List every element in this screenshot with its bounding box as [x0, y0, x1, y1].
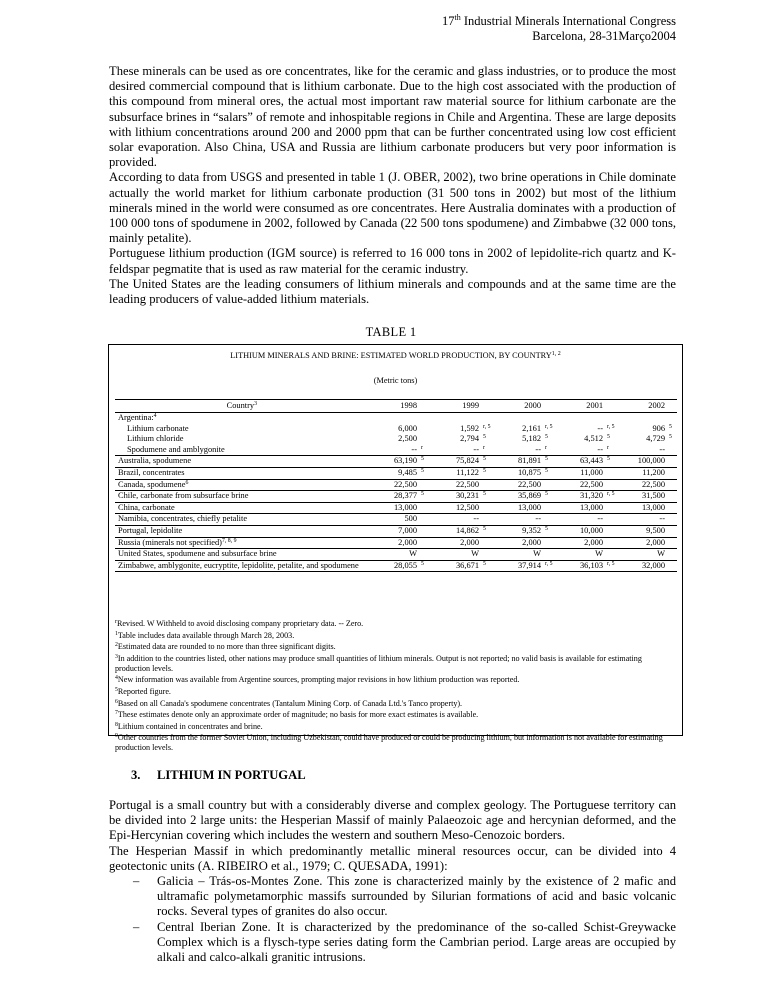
footnote: $^3$In addition to the countries listed, other nations may produce small quantities of lithium minerals. Output is not reported; no valid basis is available for estimating production levels. — [115, 653, 642, 673]
note-cell — [668, 560, 677, 572]
table-row — [115, 502, 677, 514]
section-heading — [131, 768, 306, 783]
value-cell: 81,891 — [491, 456, 544, 468]
note-cell — [668, 491, 677, 503]
note-cell: 5 — [420, 467, 429, 479]
table-row — [115, 434, 677, 445]
note-cell — [606, 502, 615, 514]
note-cell — [482, 413, 491, 424]
note-cell — [606, 467, 615, 479]
value-cell: -- — [597, 423, 603, 433]
country-header: Country$^3$ — [115, 400, 367, 413]
note-cell — [482, 514, 491, 526]
paragraph: Portugal is a small country but with a considerably diverse and complex geology. The Portuguese territory can be divided into 2 large units: the Hesperian Massif of mainly Palaeozoic age and hercynian deformed, and the Epi-Hercynian covering which includes the western and southern Meso-Cenozoic borders. — [109, 798, 676, 843]
table-row — [115, 560, 677, 572]
note-cell — [420, 502, 429, 514]
value-cell: 4,729 — [646, 434, 665, 444]
note-cell — [420, 514, 429, 526]
value-cell: 63,190 — [367, 456, 420, 468]
intro-text — [109, 64, 676, 307]
value-cell: 14,862 — [429, 525, 482, 537]
value-cell: 30,231 — [429, 491, 482, 503]
value-cell: 2,500 — [398, 434, 417, 444]
value-cell: -- — [491, 445, 544, 456]
value-cell: W — [429, 549, 482, 561]
value-cell: 75,824 — [429, 456, 482, 468]
value-cell: 6,000 — [398, 423, 417, 433]
note-cell — [420, 525, 429, 537]
note-cell: 5 — [482, 525, 491, 537]
value-cell: -- — [553, 514, 606, 526]
value-cell — [367, 413, 420, 424]
value-cell: 2,000 — [553, 537, 606, 549]
value-cell: 28,377 — [367, 491, 420, 503]
value-cell: 10,875 — [491, 467, 544, 479]
footnote: $^7$These estimates denote only an approximate order of magnitude; no basis for more exact estimates is available. — [115, 710, 479, 720]
value-cell: 10,000 — [553, 525, 606, 537]
footnote: $^8$Lithium contained in concentrates and brine. — [115, 721, 263, 731]
value-cell: 11,122 — [429, 467, 482, 479]
note-cell — [544, 514, 553, 526]
note-cell: 5 — [482, 467, 491, 479]
value-cell: 31,320 — [553, 491, 606, 503]
value-cell: -- — [367, 445, 420, 456]
table-footnotes — [115, 619, 677, 755]
note-cell — [668, 525, 677, 537]
value-cell: 13,000 — [367, 502, 420, 514]
note-cell: 5 — [544, 525, 553, 537]
note-cell — [420, 424, 429, 435]
note-cell: 5 — [544, 467, 553, 479]
section-number: 3. — [131, 768, 141, 782]
country-cell: United States, spodumene and subsurface brine — [115, 549, 367, 561]
country-cell: Lithium carbonate — [127, 423, 189, 433]
paragraph: These minerals can be used as ore concentrates, like for the ceramic and glass industries, or to produce the most desired commercial compound that is lithium carbonate. Due to the high cost associated with the production of this compound from mineral ores, the actual most important raw material source for lithium carbonate are the subsurface brines in “salars” of remote and inhospitable regions in Chile and Argentina. These are large deposits with lithium concentrations around 200 and 2000 ppm that can be further concentrated using low cost efficient solar evaporation. Also China, USA and Russia are lithium carbonate producers but very poor information is provided. — [109, 64, 676, 170]
note-cell — [668, 549, 677, 561]
production-table — [108, 344, 683, 753]
value-cell: W — [553, 549, 606, 561]
year-header: 2000 — [491, 400, 544, 413]
note-cell: r, 5 — [545, 423, 553, 430]
note-cell — [606, 514, 615, 526]
header-row — [115, 400, 677, 413]
value-cell: -- — [553, 445, 606, 456]
dash-marker: – — [133, 919, 140, 934]
note-cell — [544, 537, 553, 549]
value-cell: 100,000 — [615, 456, 668, 468]
value-cell: 2,000 — [367, 537, 420, 549]
note-cell — [482, 549, 491, 561]
table-row — [115, 491, 677, 503]
list-item: – Central Iberian Zone. It is characterized by the predominance of the so-called Schist-Greywacke Complex which is a flysch-type series dating form the Cambrian period. Large areas are occupied by alkali and calco-alkali granitic intrusions. — [133, 919, 676, 965]
zone-list — [109, 874, 676, 965]
table-row — [115, 537, 677, 549]
dash-marker: – — [133, 874, 140, 889]
table-row — [115, 424, 677, 435]
note-cell — [482, 479, 491, 491]
value-cell: W — [367, 549, 420, 561]
note-cell: 5 — [420, 560, 429, 572]
footnote: $^1$Table includes data available through March 28, 2003. — [115, 630, 295, 640]
footnote: $^6$Based on all Canada's spodumene concentrates (Tantalum Mining Corp. of Canada Ltd.'s Tanco property). — [115, 698, 463, 708]
value-cell: W — [615, 549, 668, 561]
header-congress: 17th Industrial Minerals International Congress — [442, 13, 676, 28]
note-cell — [668, 413, 677, 424]
value-cell: 28,055 — [367, 560, 420, 572]
note-cell: r — [606, 445, 615, 456]
note-cell: 5 — [482, 491, 491, 503]
note-cell — [606, 413, 615, 424]
value-cell: 7,000 — [367, 525, 420, 537]
table-row — [115, 456, 677, 468]
value-cell — [491, 413, 544, 424]
note-cell — [606, 549, 615, 561]
note-cell: 5 — [606, 456, 615, 468]
country-cell: Argentina:$^4$ — [118, 413, 157, 422]
footnote: $^5$Reported figure. — [115, 686, 171, 696]
value-cell: 9,352 — [491, 525, 544, 537]
note-cell: 5 — [482, 456, 491, 468]
note-cell: 5 — [607, 434, 610, 441]
table-row — [115, 549, 677, 561]
note-cell — [606, 479, 615, 491]
value-cell: 22,500 — [491, 479, 544, 491]
note-cell — [420, 549, 429, 561]
country-cell: Brazil, concentrates — [115, 467, 367, 479]
value-cell: 2,000 — [615, 537, 668, 549]
value-cell: 36,103 — [553, 560, 606, 572]
note-cell: r, 5 — [606, 491, 615, 503]
value-cell: -- — [615, 445, 668, 456]
paragraph: Portuguese lithium production (IGM source) is referred to 16 000 tons in 2002 of lepidolite-rich quartz and K-feldspar pegmatite that is used as raw material for the ceramic industry. — [109, 246, 676, 276]
country-cell: China, carbonate — [115, 502, 367, 514]
note-cell: r, 5 — [607, 423, 615, 430]
note-cell — [668, 467, 677, 479]
running-header — [442, 14, 676, 44]
note-cell — [544, 502, 553, 514]
country-cell: Namibia, concentrates, chiefly petalite — [115, 514, 367, 526]
country-cell: Russia (minerals not specified)$^{7, 8, 9}$ — [115, 537, 367, 549]
header-location: Barcelona, 28-31Março2004 — [532, 29, 676, 43]
value-cell: 11,200 — [615, 467, 668, 479]
value-cell: 37,914 — [491, 560, 544, 572]
note-cell: r, 5 — [544, 560, 553, 572]
note-cell — [544, 549, 553, 561]
note-cell: 5 — [544, 456, 553, 468]
note-cell — [420, 537, 429, 549]
section-title: LITHIUM IN PORTUGAL — [157, 768, 306, 782]
note-cell: 5 — [483, 434, 486, 441]
note-cell — [668, 537, 677, 549]
note-cell — [668, 445, 677, 456]
note-cell — [606, 525, 615, 537]
value-cell — [429, 413, 482, 424]
note-cell — [668, 514, 677, 526]
note-cell: r — [420, 445, 429, 456]
list-item: – Galicia – Trás-os-Montes Zone. This zone is characterized mainly by the existence of 2 mafic and ultramafic polymetamorphic massifs surrounded by Silurian formations of acid and basic volcanic rocks. Several types of granites do also occur. — [133, 874, 676, 919]
table-title: LITHIUM MINERALS AND BRINE: ESTIMATED WORLD PRODUCTION, BY COUNTRY$^{1, 2}$ — [230, 351, 561, 360]
year-header: 2001 — [553, 400, 606, 413]
country-cell: Lithium chloride — [127, 434, 184, 444]
country-cell: Chile, carbonate from subsurface brine — [115, 491, 367, 503]
note-cell: 5 — [545, 434, 548, 441]
value-cell: 63,443 — [553, 456, 606, 468]
portugal-text — [109, 798, 676, 965]
note-cell: 5 — [544, 491, 553, 503]
value-cell: 22,500 — [553, 479, 606, 491]
note-cell: 5 — [420, 491, 429, 503]
value-cell: 22,500 — [429, 479, 482, 491]
value-cell: 13,000 — [491, 502, 544, 514]
footnote: $^4$New information was available from Argentine sources, prompting major revisions in how lithium production was reported. — [115, 675, 520, 685]
value-cell: 13,000 — [553, 502, 606, 514]
value-cell — [615, 413, 668, 424]
data-table — [115, 399, 677, 572]
note-cell: r — [482, 445, 491, 456]
year-header: 1999 — [429, 400, 482, 413]
note-cell — [606, 537, 615, 549]
table-row — [115, 514, 677, 526]
year-header: 2002 — [615, 400, 668, 413]
value-cell: 2,000 — [491, 537, 544, 549]
value-cell: 5,182 — [522, 434, 541, 444]
value-cell: 12,500 — [429, 502, 482, 514]
value-cell: 36,671 — [429, 560, 482, 572]
note-cell — [420, 413, 429, 424]
note-cell: r — [544, 445, 553, 456]
note-cell: 5 — [669, 434, 672, 441]
footnote: $^9$Other countries from the former Soviet Union, including Uzbekistan, could have produced or could be producing lithium, but information is not available for estimating production levels. — [115, 733, 663, 753]
note-cell: r, 5 — [606, 560, 615, 572]
footnote: $^2$Estimated data are rounded to no more than three significant digits. — [115, 642, 336, 652]
country-cell: Canada, spodumene$^6$ — [115, 479, 367, 491]
table-row — [115, 467, 677, 479]
note-cell — [420, 479, 429, 491]
value-cell — [553, 413, 606, 424]
value-cell: 2,161 — [522, 423, 541, 433]
note-cell: 5 — [482, 560, 491, 572]
value-cell: 13,000 — [615, 502, 668, 514]
value-cell: 1,592 — [460, 423, 479, 433]
note-cell — [668, 479, 677, 491]
table-row — [115, 479, 677, 491]
value-cell: 22,500 — [367, 479, 420, 491]
country-cell: Zimbabwe, amblygonite, eucryptite, lepidolite, petalite, and spodumene — [115, 560, 367, 572]
table-row — [115, 525, 677, 537]
paragraph: The Hesperian Massif in which predominantly metallic mineral resources occur, can be divided into 4 geotectonic units (A. RIBEIRO et al., 1979; C. QUESADA, 1991): — [109, 843, 676, 873]
value-cell: 500 — [367, 514, 420, 526]
note-cell: 5 — [669, 423, 672, 430]
value-cell: 32,000 — [615, 560, 668, 572]
table-row — [115, 445, 677, 456]
country-cell: Spodumene and amblygonite — [115, 445, 367, 456]
note-cell — [544, 479, 553, 491]
note-cell — [482, 537, 491, 549]
note-cell — [668, 502, 677, 514]
value-cell: -- — [615, 514, 668, 526]
value-cell: -- — [491, 514, 544, 526]
value-cell: W — [491, 549, 544, 561]
year-header: 1998 — [367, 400, 420, 413]
table-row — [115, 413, 677, 424]
value-cell: 4,512 — [584, 434, 603, 444]
table-caption: TABLE 1 — [365, 325, 417, 339]
note-cell: 5 — [420, 456, 429, 468]
table-subtitle: (Metric tons) — [373, 376, 418, 385]
paragraph: The United States are the leading consumers of lithium minerals and compounds and at the same time are the leading producers of value-added lithium materials. — [109, 276, 676, 307]
note-cell — [668, 456, 677, 468]
value-cell: 31,500 — [615, 491, 668, 503]
footnote: $^r$Revised. W Withheld to avoid disclosing company proprietary data. -- Zero. — [115, 619, 364, 628]
value-cell: 22,500 — [615, 479, 668, 491]
value-cell: 11,000 — [553, 467, 606, 479]
value-cell: -- — [429, 514, 482, 526]
note-cell — [544, 413, 553, 424]
value-cell: 2,000 — [429, 537, 482, 549]
value-cell: -- — [429, 445, 482, 456]
value-cell: 9,485 — [367, 467, 420, 479]
value-cell: 35,869 — [491, 491, 544, 503]
note-cell: r, 5 — [483, 423, 491, 430]
note-cell — [482, 502, 491, 514]
value-cell: 2,794 — [460, 434, 479, 444]
country-cell: Australia, spodumene — [115, 456, 367, 468]
note-cell — [420, 434, 429, 445]
value-cell: 9,500 — [615, 525, 668, 537]
country-cell: Portugal, lepidolite — [115, 525, 367, 537]
value-cell: 906 — [652, 423, 665, 433]
table-body — [115, 413, 677, 572]
paragraph: According to data from USGS and presented in table 1 (J. OBER, 2002), two brine operations in Chile dominate actually the world market for lithium carbonate production (31 500 tons in 2002) but most of the lithium minerals mined in the world were consumed as ore concentrates. Here Australia dominates with a production of 100 000 tons of spodumene in 2002, followed by Canada (22 500 tons spodumene) and Zimbabwe (32 000 tons, mainly petalite). — [109, 170, 676, 246]
